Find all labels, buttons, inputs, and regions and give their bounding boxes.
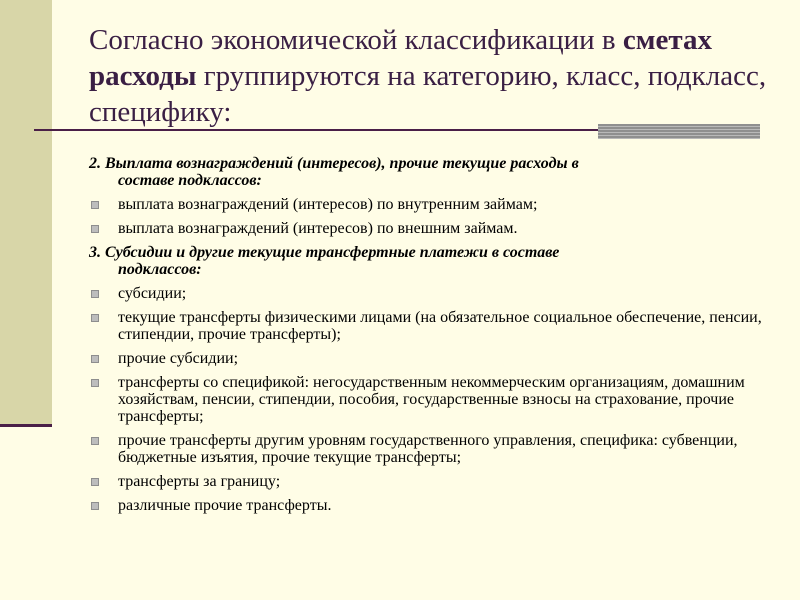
section-heading	[89, 244, 769, 278]
title-part1: Согласно экономической классификации в	[89, 24, 623, 56]
section-heading-tail: составе подклассов:	[118, 172, 262, 189]
list-item	[89, 497, 769, 514]
section-heading-text: 2. Выплата вознаграждений (интересов), прочие текущие расходы в	[89, 155, 579, 172]
list-item-text: прочие субсидии;	[118, 350, 239, 367]
list-item-text: субсидии;	[118, 285, 187, 302]
title-bold: сметах расходы	[89, 24, 712, 92]
square-bullet-icon	[91, 355, 99, 363]
list-item	[89, 350, 769, 367]
list-item	[89, 285, 769, 302]
left-decor-strip	[0, 0, 52, 426]
list-item-text: текущие трансферты физическими лицами (на обязательное социальное обеспечение, пенсии, стипендии, прочие трансферты);	[118, 309, 762, 343]
square-bullet-icon	[91, 290, 99, 298]
square-bullet-icon	[91, 201, 99, 209]
title-part2: группируются на категорию, класс, подкласс, специфику:	[89, 60, 767, 128]
list-item-text: трансферты за границу;	[118, 473, 281, 490]
square-bullet-icon	[91, 437, 99, 445]
list-item-text: различные прочие трансферты.	[118, 497, 332, 514]
square-bullet-icon	[91, 314, 99, 322]
list-item	[89, 196, 769, 213]
list-item	[89, 432, 769, 466]
list-item-text: выплата вознаграждений (интересов) по внешним займам.	[118, 220, 518, 237]
square-bullet-icon	[91, 379, 99, 387]
list-item	[89, 220, 769, 237]
section-heading-text: 3. Субсидии и другие текущие трансфертные платежи в составе	[89, 244, 560, 261]
title-accent-bar	[598, 124, 760, 139]
slide-title	[89, 22, 769, 130]
list-item	[89, 309, 769, 343]
list-item-text: трансферты со спецификой: негосударственным некоммерческим организациям, домашним хозяйствам, пенсии, стипендии, пособия, государственные взносы на страхование, прочие трансферты;	[118, 374, 745, 425]
list-item-text: выплата вознаграждений (интересов) по внутренним займам;	[118, 196, 538, 213]
square-bullet-icon	[91, 478, 99, 486]
list-item	[89, 473, 769, 490]
list-item	[89, 374, 769, 425]
slide-body	[89, 155, 769, 521]
list-item-text: прочие трансферты другим уровням государственного управления, специфика: субвенции, бюджетные изъятия, прочие текущие трансферты;	[118, 432, 738, 466]
section-heading	[89, 155, 769, 189]
square-bullet-icon	[91, 502, 99, 510]
square-bullet-icon	[91, 225, 99, 233]
section-heading-tail: подклассов:	[118, 261, 202, 278]
left-decor-rule	[0, 424, 52, 427]
